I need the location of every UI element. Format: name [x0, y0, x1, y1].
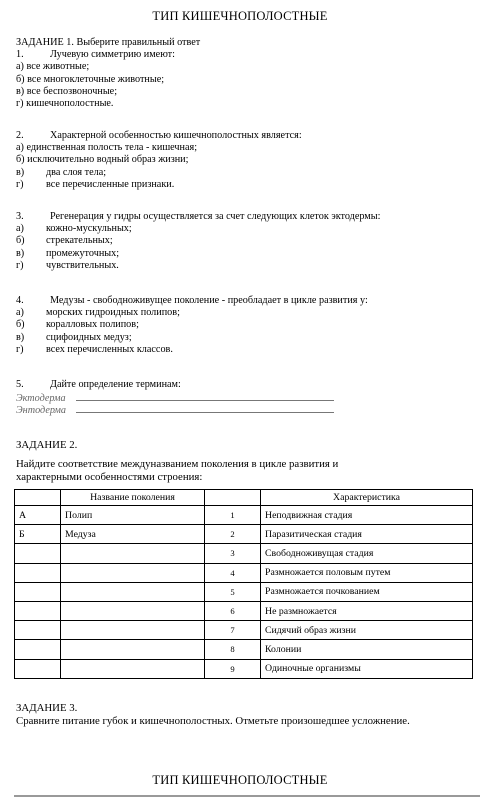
table-row — [15, 525, 473, 544]
option: а) единственная полость тела - кишечная; — [16, 142, 198, 154]
question-text: Медузы - свободноживущее поколение - преобладает в цикле развития у: — [50, 295, 368, 306]
header-generation: Название поколения — [61, 490, 205, 506]
question-2 — [16, 130, 302, 191]
option-label: а) — [16, 223, 24, 235]
table-row — [15, 601, 473, 620]
row-generation — [61, 621, 205, 640]
question-text: Регенерация у гидры осуществляется за счет следующих клеток эктодермы: — [50, 211, 381, 222]
option — [16, 260, 380, 272]
row-letter: Б — [15, 525, 61, 544]
question-text: Дайте определение терминам: — [50, 379, 181, 390]
row-letter — [15, 621, 61, 640]
row-number: 1 — [205, 506, 261, 525]
row-generation: Полип — [61, 506, 205, 525]
page-title: ТИП КИШЕЧНОПОЛОСТНЫЕ — [152, 9, 328, 23]
task2-instruction-line2: характерными особенностями строения: — [16, 471, 203, 483]
next-page-title: ТИП КИШЕЧНОПОЛОСТНЫЕ — [152, 773, 328, 787]
question-number: 5. — [16, 379, 24, 390]
question-number: 3. — [16, 211, 24, 222]
question-text: Характерной особенностью кишечнополостных является: — [50, 130, 302, 141]
term-label: Эктодерма — [16, 393, 66, 405]
option-text: промежуточных; — [46, 247, 120, 259]
matching-table — [14, 489, 473, 679]
option-label: б) — [16, 235, 25, 247]
row-characteristic: Размножается почкованием — [261, 582, 473, 601]
row-number: 4 — [205, 563, 261, 582]
page-break-line — [14, 795, 480, 797]
option-label: г) — [16, 178, 24, 190]
option-text: чувствительных. — [46, 259, 119, 271]
row-letter — [15, 659, 61, 678]
option-label: в) — [16, 331, 25, 343]
row-generation: Медуза — [61, 525, 205, 544]
term-label: Энтодерма — [16, 405, 67, 417]
option-label: г) — [16, 343, 24, 355]
row-number: 8 — [205, 640, 261, 659]
answer-line[interactable] — [76, 391, 334, 401]
row-generation — [61, 563, 205, 582]
question-5 — [16, 379, 334, 416]
table-row — [15, 563, 473, 582]
option — [16, 167, 302, 179]
option: б) исключительно водный образ жизни; — [16, 154, 189, 166]
row-letter — [15, 563, 61, 582]
option-label: в) — [16, 166, 25, 178]
question-4 — [16, 295, 368, 356]
question-text: Лучевую симметрию имеют: — [50, 49, 175, 61]
task2-section — [16, 439, 338, 484]
table-row — [15, 506, 473, 525]
option-text: коралловых полипов; — [46, 319, 139, 331]
option: в) все беспозвоночные; — [16, 85, 118, 97]
question-number: 1. — [16, 49, 24, 61]
row-characteristic: Одиночные организмы — [261, 659, 473, 678]
option-text: кожно-мускульных; — [46, 223, 132, 235]
row-number: 5 — [205, 582, 261, 601]
row-characteristic: Неподвижная стадия — [261, 506, 473, 525]
question-3 — [16, 211, 380, 272]
task1-section — [16, 37, 200, 110]
question-number: 4. — [16, 295, 24, 306]
row-generation — [61, 659, 205, 678]
option-label: б) — [16, 319, 25, 331]
table-row — [15, 582, 473, 601]
term-endoderm — [16, 403, 334, 415]
option — [16, 179, 302, 191]
row-letter — [15, 640, 61, 659]
task3-section — [16, 702, 410, 728]
answer-line[interactable] — [76, 403, 334, 413]
option-text: сцифоидных медуз; — [46, 331, 132, 343]
option-text: стрекательных; — [46, 235, 113, 247]
table-row — [15, 621, 473, 640]
option — [16, 344, 368, 356]
option-text: морских гидроидных полипов; — [46, 307, 180, 319]
option-text: все перечисленные признаки. — [46, 178, 175, 190]
question-1 — [16, 49, 200, 61]
question-number: 2. — [16, 130, 24, 141]
row-characteristic: Размножается половым путем — [261, 563, 473, 582]
row-number: 2 — [205, 525, 261, 544]
task2-instruction-line1: Найдите соответствие междуназванием поколения в цикле развития и — [16, 458, 339, 470]
task2-heading: ЗАДАНИЕ 2. — [16, 439, 78, 451]
row-characteristic: Колонии — [261, 640, 473, 659]
row-number: 9 — [205, 659, 261, 678]
row-letter — [15, 601, 61, 620]
row-number: 3 — [205, 544, 261, 563]
header-cell — [205, 490, 261, 506]
row-letter — [15, 582, 61, 601]
row-characteristic: Не размножается — [261, 601, 473, 620]
table-header-row — [15, 490, 473, 506]
row-characteristic: Паразитическая стадия — [261, 525, 473, 544]
option: а) все животные; — [16, 61, 90, 73]
option-label: а) — [16, 307, 24, 319]
option — [16, 332, 368, 344]
task1-heading: ЗАДАНИЕ 1. Выберите правильный ответ — [16, 37, 201, 48]
task3-instruction: Сравните питание губок и кишечнополостных. Отметьте произошедшее усложнение. — [16, 715, 410, 727]
option — [16, 307, 368, 319]
row-characteristic: Свободноживущая стадия — [261, 544, 473, 563]
option-text: два слоя тела; — [46, 166, 107, 178]
option — [16, 223, 380, 235]
row-number: 7 — [205, 621, 261, 640]
row-generation — [61, 582, 205, 601]
row-generation — [61, 601, 205, 620]
option — [16, 319, 368, 331]
table-row — [15, 659, 473, 678]
option — [16, 248, 380, 260]
table-row — [15, 640, 473, 659]
row-generation — [61, 640, 205, 659]
header-characteristic: Характеристика — [261, 490, 473, 506]
option: б) все многоклеточные животные; — [16, 73, 165, 85]
row-generation — [61, 544, 205, 563]
row-letter: А — [15, 506, 61, 525]
term-ectoderm — [16, 391, 334, 403]
task3-heading: ЗАДАНИЕ 3. — [16, 702, 78, 714]
table-row — [15, 544, 473, 563]
header-cell — [15, 490, 61, 506]
option: г) кишечнополостные. — [16, 97, 114, 109]
row-letter — [15, 544, 61, 563]
row-number: 6 — [205, 601, 261, 620]
row-characteristic: Сидячий образ жизни — [261, 621, 473, 640]
option-text: всех перечисленных классов. — [46, 343, 173, 355]
option — [16, 235, 380, 247]
option-label: г) — [16, 259, 24, 271]
option-label: в) — [16, 247, 25, 259]
